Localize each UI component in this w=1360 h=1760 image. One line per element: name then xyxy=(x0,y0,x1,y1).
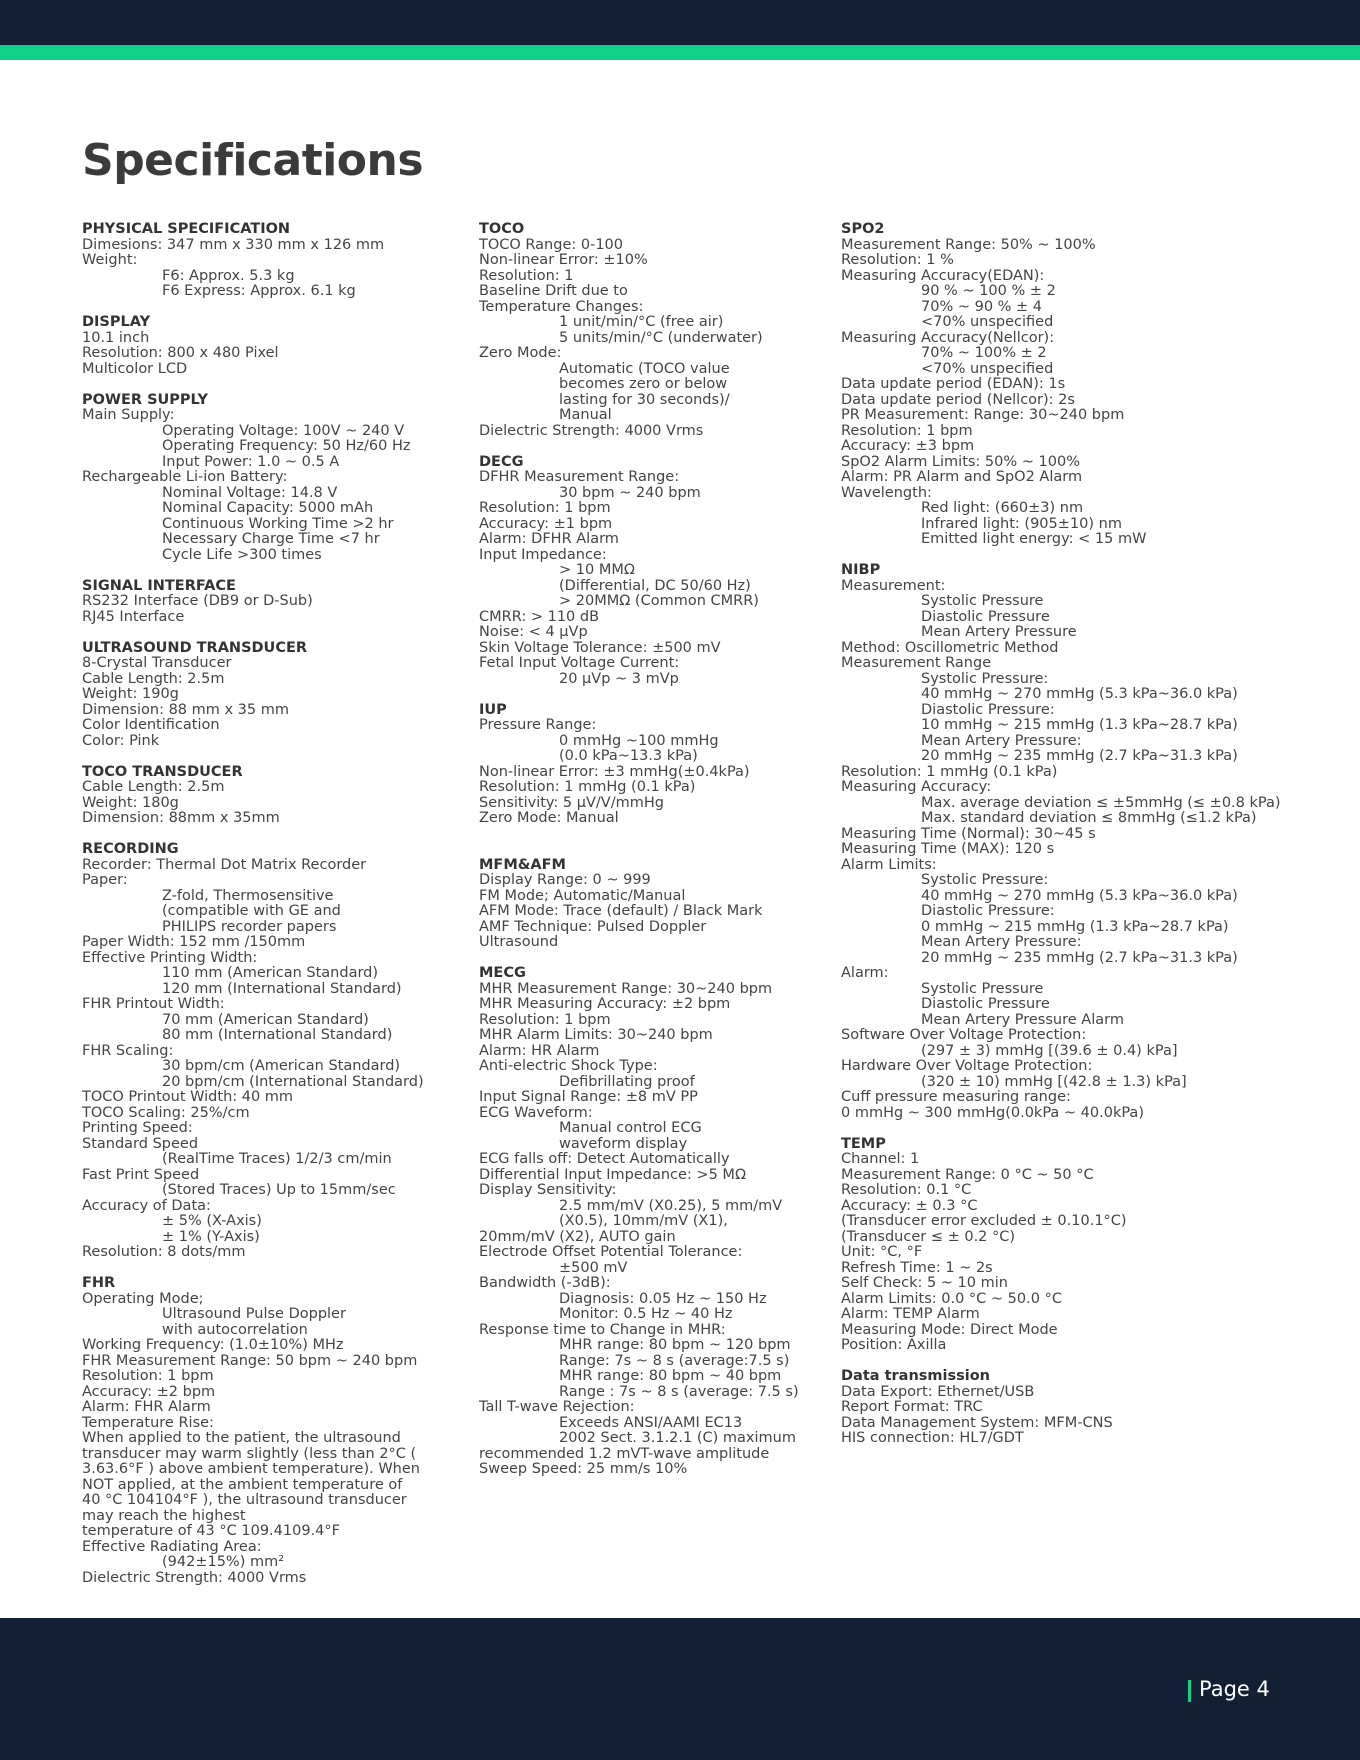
spec-line: ± 5% (X-Axis) xyxy=(162,1213,262,1229)
spec-line: Resolution: 0.1 °C xyxy=(841,1182,972,1198)
spec-line: Nominal Capacity: 5000 mAh xyxy=(162,500,374,516)
spec-line: Data update period (EDAN): 1s xyxy=(841,376,1066,392)
spec-line: may reach the highest xyxy=(82,1507,246,1524)
spec-line: Range: 7s ~ 8 s (average:7.5 s) xyxy=(559,1352,790,1369)
spec-line: Alarm: TEMP Alarm xyxy=(841,1306,980,1322)
spec-section xyxy=(82,315,472,377)
spec-line: Position: Axilla xyxy=(841,1337,947,1353)
spec-line: Diastolic Pressure: xyxy=(921,701,1055,718)
spec-line: Temperature Changes: xyxy=(479,298,644,315)
section-heading: FHR xyxy=(82,1275,116,1291)
section-heading: NIBP xyxy=(841,562,881,578)
spec-line: (Transducer ≤ ± 0.2 °C) xyxy=(841,1228,1016,1245)
spec-line: Anti-electric Shock Type: xyxy=(479,1058,658,1074)
spec-line: lasting for 30 seconds)/ xyxy=(559,391,730,408)
spec-line: FHR Scaling: xyxy=(82,1042,174,1059)
page-number-accent-bar xyxy=(1188,1680,1191,1702)
spec-line: Non-linear Error: ±10% xyxy=(479,252,648,268)
spec-section xyxy=(479,858,839,951)
spec-line: Color Identification xyxy=(82,717,220,733)
spec-line: When applied to the patient, the ultrasound xyxy=(82,1430,401,1446)
section-heading: TOCO xyxy=(479,221,525,237)
spec-section xyxy=(82,1276,472,1586)
spec-line: Temperature Rise: xyxy=(82,1414,214,1431)
section-heading: DISPLAY xyxy=(82,314,151,330)
section-heading: Data transmission xyxy=(841,1368,991,1384)
spec-line: 3.63.6°F ) above ambient temperature). When xyxy=(82,1461,420,1477)
spec-line: (Differential, DC 50/60 Hz) xyxy=(559,577,751,594)
spec-line: > 10 MMΩ xyxy=(559,562,635,578)
spec-line: Automatic (TOCO value xyxy=(559,360,730,377)
spec-section xyxy=(479,703,839,843)
spec-line: Zero Mode: Manual xyxy=(479,810,619,826)
spec-line: 30 bpm/cm (American Standard) xyxy=(162,1058,401,1074)
spec-line: Measuring Mode: Direct Mode xyxy=(841,1321,1058,1338)
spec-line: TOCO Scaling: 25%/cm xyxy=(82,1104,250,1121)
section-heading: SPO2 xyxy=(841,221,885,237)
spec-line: Cable Length: 2.5m xyxy=(82,670,225,687)
spec-section xyxy=(479,455,839,688)
spec-line: Resolution: 1 xyxy=(479,267,574,284)
section-heading: RECORDING xyxy=(82,841,179,857)
spec-line: Resolution: 1 % xyxy=(841,252,954,268)
spec-line: Bandwidth (-3dB): xyxy=(479,1275,611,1291)
spec-line: Necessary Charge Time <7 hr xyxy=(162,531,380,547)
spec-line: Measurement: xyxy=(841,577,946,594)
spec-line: <70% unspecified xyxy=(921,314,1054,330)
spec-line: Dimesions: 347 mm x 330 mm x 126 mm xyxy=(82,236,385,253)
spec-line: Data update period (Nellcor): 2s xyxy=(841,391,1075,408)
spec-line: AMF Technique: Pulsed Doppler xyxy=(479,918,707,935)
spec-line: Zero Mode: xyxy=(479,345,562,361)
section-heading: DECG xyxy=(479,453,524,470)
spec-line: waveform display xyxy=(559,1135,688,1152)
spec-line: Accuracy: ±1 bpm xyxy=(479,515,613,532)
spec-line: Mean Artery Pressure Alarm xyxy=(921,1011,1124,1028)
spec-line: Operating Voltage: 100V ~ 240 V xyxy=(162,422,405,439)
spec-line: SpO2 Alarm Limits: 50% ~ 100% xyxy=(841,453,1080,470)
spec-column-2 xyxy=(479,222,839,1493)
spec-line: Noise: < 4 μVp xyxy=(479,624,588,640)
spec-line: > 20MMΩ (Common CMRR) xyxy=(559,593,759,609)
spec-line: Measuring Time (MAX): 120 s xyxy=(841,841,1055,857)
spec-line: Refresh Time: 1 ~ 2s xyxy=(841,1259,993,1276)
spec-line: Diastolic Pressure xyxy=(921,996,1050,1012)
spec-line: 40 mmHg ~ 270 mmHg (5.3 kPa~36.0 kPa) xyxy=(921,686,1238,702)
spec-line: 40 °C 104104°F ), the ultrasound transducer xyxy=(82,1492,407,1508)
spec-line: Tall T-wave Rejection: xyxy=(479,1399,635,1415)
spec-section xyxy=(841,1137,1321,1354)
spec-line: RJ45 Interface xyxy=(82,608,185,625)
spec-line: Weight: 190g xyxy=(82,686,179,702)
spec-line: (0.0 kPa~13.3 kPa) xyxy=(559,748,698,764)
spec-line: (compatible with GE and xyxy=(162,903,341,919)
spec-line: 2.5 mm/mV (X0.25), 5 mm/mV xyxy=(559,1197,783,1214)
spec-line: Non-linear Error: ±3 mmHg(±0.4kPa) xyxy=(479,763,750,780)
spec-line: recommended 1.2 mVT-wave amplitude xyxy=(479,1445,770,1462)
spec-line: Resolution: 1 bpm xyxy=(479,1011,611,1028)
spec-line: Input Signal Range: ±8 mV PP xyxy=(479,1089,698,1105)
spec-line: Mean Artery Pressure: xyxy=(921,934,1082,950)
spec-line: 1 unit/min/°C (free air) xyxy=(559,314,724,330)
spec-line: Continuous Working Time >2 hr xyxy=(162,515,394,532)
spec-line: Hardware Over Voltage Protection: xyxy=(841,1058,1093,1074)
spec-line: Rechargeable Li-ion Battery: xyxy=(82,469,288,485)
spec-line: Display Sensitivity: xyxy=(479,1182,617,1198)
spec-line: Alarm: DFHR Alarm xyxy=(479,531,619,547)
spec-section xyxy=(479,966,839,1478)
spec-line: FHR Printout Width: xyxy=(82,996,225,1012)
spec-line: Defibrillating proof xyxy=(559,1073,695,1090)
spec-line: temperature of 43 °C 109.4109.4°F xyxy=(82,1523,340,1539)
spec-section xyxy=(82,842,472,1261)
spec-line: Sensitivity: 5 μV/V/mmHg xyxy=(479,794,664,811)
section-heading: MECG xyxy=(479,965,526,981)
spec-line: Dielectric Strength: 4000 Vrms xyxy=(479,422,704,439)
spec-line: Red light: (660±3) nm xyxy=(921,500,1084,516)
spec-line: Measuring Time (Normal): 30~45 s xyxy=(841,825,1096,842)
spec-line: MHR Measurement Range: 30~240 bpm xyxy=(479,980,773,997)
section-heading: TOCO TRANSDUCER xyxy=(82,763,243,780)
spec-line: 30 bpm ~ 240 bpm xyxy=(559,484,701,501)
spec-line: 10.1 inch xyxy=(82,329,150,346)
spec-line: 8-Crystal Transducer xyxy=(82,655,232,671)
spec-line: Response time to Change in MHR: xyxy=(479,1321,726,1338)
spec-line: Wavelength: xyxy=(841,484,932,501)
spec-line: Working Frequency: (1.0±10%) MHz xyxy=(82,1337,344,1353)
spec-column-3 xyxy=(841,222,1321,1462)
spec-line: Measurement Range: 0 °C ~ 50 °C xyxy=(841,1166,1094,1183)
spec-line: NOT applied, at the ambient temperature of xyxy=(82,1476,403,1493)
spec-line: Mean Artery Pressure: xyxy=(921,732,1082,749)
spec-line: Fetal Input Voltage Current: xyxy=(479,655,680,671)
spec-line: Mean Artery Pressure xyxy=(921,624,1077,640)
spec-line: FM Mode; Automatic/Manual xyxy=(479,887,686,904)
spec-line: Accuracy: ± 0.3 °C xyxy=(841,1197,978,1214)
spec-section xyxy=(82,765,472,827)
spec-line: 90 % ~ 100 % ± 2 xyxy=(921,283,1056,299)
spec-line: CMRR: > 110 dB xyxy=(479,608,600,625)
spec-line: Accuracy of Data: xyxy=(82,1197,211,1214)
spec-line: Dimension: 88mm x 35mm xyxy=(82,810,280,826)
header-band xyxy=(0,0,1360,45)
spec-line: ECG Waveform: xyxy=(479,1104,593,1121)
spec-line: Input Impedance: xyxy=(479,546,607,563)
section-heading: PHYSICAL SPECIFICATION xyxy=(82,221,291,237)
spec-line: 0 mmHg ~ 300 mmHg(0.0kPa ~ 40.0kPa) xyxy=(841,1104,1144,1121)
spec-line: Input Power: 1.0 ~ 0.5 A xyxy=(162,453,340,470)
spec-line: Software Over Voltage Protection: xyxy=(841,1027,1087,1043)
spec-line: Monitor: 0.5 Hz ~ 40 Hz xyxy=(559,1306,733,1322)
spec-line: RS232 Interface (DB9 or D-Sub) xyxy=(82,593,313,609)
section-heading: ULTRASOUND TRANSDUCER xyxy=(82,639,308,656)
spec-line: Effective Printing Width: xyxy=(82,949,258,966)
spec-line: ±500 mV xyxy=(559,1259,628,1276)
spec-line: 110 mm (American Standard) xyxy=(162,965,379,981)
spec-line: 20 bpm/cm (International Standard) xyxy=(162,1073,424,1090)
spec-line: (942±15%) mm² xyxy=(162,1554,285,1570)
spec-line: Skin Voltage Tolerance: ±500 mV xyxy=(479,639,721,656)
spec-line: becomes zero or below xyxy=(559,376,728,392)
spec-line: Channel: 1 xyxy=(841,1151,920,1167)
spec-line: Sweep Speed: 25 mm/s 10% xyxy=(479,1461,688,1477)
spec-line xyxy=(479,827,839,843)
spec-line: 120 mm (International Standard) xyxy=(162,980,402,997)
spec-line: Cycle Life >300 times xyxy=(162,546,322,563)
spec-column-1 xyxy=(82,222,472,1602)
spec-section xyxy=(82,222,472,300)
spec-line: Self Check: 5 ~ 10 min xyxy=(841,1275,1008,1291)
spec-line: Resolution: 1 mmHg (0.1 kPa) xyxy=(841,763,1058,780)
spec-line: 0 mmHg ~ 215 mmHg (1.3 kPa~28.7 kPa) xyxy=(921,918,1229,935)
section-heading: POWER SUPPLY xyxy=(82,391,209,408)
spec-line: Accuracy: ±3 bpm xyxy=(841,438,975,454)
spec-line: Operating Mode; xyxy=(82,1290,204,1307)
spec-line: Exceeds ANSI/AAMI EC13 xyxy=(559,1414,743,1431)
spec-line: Electrode Offset Potential Tolerance: xyxy=(479,1244,743,1260)
spec-line: (Transducer error excluded ± 0.10.1°C) xyxy=(841,1213,1127,1229)
spec-line: HIS connection: HL7/GDT xyxy=(841,1430,1024,1446)
spec-line: Weight: xyxy=(82,252,138,268)
spec-line: Nominal Voltage: 14.8 V xyxy=(162,484,338,501)
spec-line: Color: Pink xyxy=(82,732,160,749)
spec-line: Systolic Pressure xyxy=(921,593,1044,609)
spec-line: Manual xyxy=(559,407,612,423)
spec-line: 0 mmHg ~100 mmHg xyxy=(559,732,719,749)
spec-line: Unit: °C, °F xyxy=(841,1244,923,1260)
spec-line: Resolution: 1 bpm xyxy=(841,422,973,439)
spec-line: 70% ~ 100% ± 2 xyxy=(921,345,1047,361)
spec-line: 70% ~ 90 % ± 4 xyxy=(921,298,1043,315)
spec-line: Recorder: Thermal Dot Matrix Recorder xyxy=(82,856,367,873)
spec-line: FHR Measurement Range: 50 bpm ~ 240 bpm xyxy=(82,1352,418,1369)
spec-line: Resolution: 800 x 480 Pixel xyxy=(82,345,279,361)
spec-line: MHR Measuring Accuracy: ±2 bpm xyxy=(479,996,731,1012)
spec-line: Alarm: PR Alarm and SpO2 Alarm xyxy=(841,469,1083,485)
spec-line: Pressure Range: xyxy=(479,717,597,733)
section-heading: SIGNAL INTERFACE xyxy=(82,577,236,594)
spec-line: Resolution: 1 bpm xyxy=(479,500,611,516)
spec-line: Weight: 180g xyxy=(82,794,179,811)
spec-line: Effective Radiating Area: xyxy=(82,1538,262,1555)
section-heading: TEMP xyxy=(841,1135,886,1152)
page-title: Specifications xyxy=(82,135,424,186)
spec-line: Measuring Accuracy(EDAN): xyxy=(841,267,1045,284)
spec-line: (X0.5), 10mm/mV (X1), xyxy=(559,1213,728,1229)
header-accent-stripe xyxy=(0,45,1360,60)
spec-section xyxy=(841,1369,1321,1447)
spec-line: 80 mm (International Standard) xyxy=(162,1027,393,1043)
spec-line: Alarm: HR Alarm xyxy=(479,1042,600,1059)
spec-section xyxy=(841,563,1321,1121)
spec-line: Measurement Range: 50% ~ 100% xyxy=(841,236,1096,253)
spec-line: 20 mmHg ~ 235 mmHg (2.7 kPa~31.3 kPa) xyxy=(921,748,1238,764)
spec-line: Dimension: 88 mm x 35 mm xyxy=(82,701,289,718)
spec-line: Method: Oscillometric Method xyxy=(841,639,1059,656)
spec-line: Baseline Drift due to xyxy=(479,283,628,299)
spec-line: Alarm: FHR Alarm xyxy=(82,1399,211,1415)
spec-line: (320 ± 10) mmHg [(42.8 ± 1.3) kPa] xyxy=(921,1073,1187,1090)
spec-line: Diastolic Pressure: xyxy=(921,903,1055,919)
spec-line: Diagnosis: 0.05 Hz ~ 150 Hz xyxy=(559,1290,767,1307)
spec-section xyxy=(479,222,839,439)
spec-line: <70% unspecified xyxy=(921,360,1054,377)
spec-line: Operating Frequency: 50 Hz/60 Hz xyxy=(162,438,411,454)
spec-line: Ultrasound xyxy=(479,934,559,950)
spec-line: Systolic Pressure: xyxy=(921,872,1049,888)
spec-section xyxy=(841,222,1321,548)
spec-line: Max. standard deviation ≤ 8mmHg (≤1.2 kPa) xyxy=(921,810,1257,826)
spec-line: (Stored Traces) Up to 15mm/sec xyxy=(162,1182,396,1198)
footer-band xyxy=(0,1618,1360,1760)
spec-line: Report Format: TRC xyxy=(841,1399,983,1415)
spec-line: Ultrasound Pulse Doppler xyxy=(162,1306,346,1322)
spec-line: Alarm Limits: 0.0 °C ~ 50.0 °C xyxy=(841,1290,1062,1307)
spec-line: 20mm/mV (X2), AUTO gain xyxy=(479,1228,676,1245)
spec-line: Standard Speed xyxy=(82,1135,199,1152)
spec-line: Diastolic Pressure xyxy=(921,608,1050,625)
spec-line: Alarm: xyxy=(841,965,889,981)
spec-line: 5 units/min/°C (underwater) xyxy=(559,329,763,346)
spec-line: Multicolor LCD xyxy=(82,360,188,377)
spec-line: Systolic Pressure xyxy=(921,980,1044,997)
spec-line: Cuff pressure measuring range: xyxy=(841,1089,1071,1105)
spec-line: Resolution: 8 dots/mm xyxy=(82,1244,246,1260)
spec-line: with autocorrelation xyxy=(162,1321,308,1338)
spec-line: Paper: xyxy=(82,872,128,888)
spec-line: Resolution: 1 mmHg (0.1 kPa) xyxy=(479,779,696,795)
spec-section xyxy=(82,579,472,626)
spec-line: Resolution: 1 bpm xyxy=(82,1368,214,1384)
spec-line: Printing Speed: xyxy=(82,1120,193,1136)
spec-line: ECG falls off: Detect Automatically xyxy=(479,1151,730,1167)
page-number: Page 4 xyxy=(1199,1677,1270,1701)
spec-line: 10 mmHg ~ 215 mmHg (1.3 kPa~28.7 kPa) xyxy=(921,717,1238,733)
spec-line: Range : 7s ~ 8 s (average: 7.5 s) xyxy=(559,1383,799,1400)
spec-line: (RealTime Traces) 1/2/3 cm/min xyxy=(162,1151,392,1167)
spec-line: Fast Print Speed xyxy=(82,1166,200,1183)
spec-line: 20 mmHg ~ 235 mmHg (2.7 kPa~31.3 kPa) xyxy=(921,949,1238,966)
spec-section xyxy=(82,641,472,750)
spec-line: ± 1% (Y-Axis) xyxy=(162,1228,260,1245)
spec-section xyxy=(82,393,472,564)
spec-line: MHR range: 80 bpm ~ 40 bpm xyxy=(559,1368,782,1384)
spec-line: F6 Express: Approx. 6.1 kg xyxy=(162,283,356,299)
spec-line: Data Management System: MFM-CNS xyxy=(841,1414,1113,1431)
spec-line: (297 ± 3) mmHg [(39.6 ± 0.4) kPa] xyxy=(921,1042,1178,1059)
spec-line: 20 μVp ~ 3 mVp xyxy=(559,670,679,687)
section-heading: IUP xyxy=(479,701,507,718)
spec-line: Accuracy: ±2 bpm xyxy=(82,1383,216,1400)
spec-line: 2002 Sect. 3.1.2.1 (C) maximum xyxy=(559,1430,796,1446)
spec-line: Data Export: Ethernet/USB xyxy=(841,1383,1035,1400)
spec-line: PHILIPS recorder papers xyxy=(162,918,337,935)
spec-line: Main Supply: xyxy=(82,407,175,423)
spec-line: Display Range: 0 ~ 999 xyxy=(479,872,651,888)
spec-line: MHR range: 80 bpm ~ 120 bpm xyxy=(559,1337,791,1353)
spec-line: Alarm Limits: xyxy=(841,856,937,873)
spec-line: transducer may warm slightly (less than 2°C ( xyxy=(82,1445,417,1462)
spec-line: DFHR Measurement Range: xyxy=(479,469,680,485)
spec-line: TOCO Printout Width: 40 mm xyxy=(82,1089,294,1105)
section-heading: MFM&AFM xyxy=(479,856,566,873)
spec-line: Dielectric Strength: 4000 Vrms xyxy=(82,1569,307,1586)
spec-line: PR Measurement: Range: 30~240 bpm xyxy=(841,407,1125,423)
spec-line: Max. average deviation ≤ ±5mmHg (≤ ±0.8 kPa) xyxy=(921,794,1281,811)
spec-line: Cable Length: 2.5m xyxy=(82,779,225,795)
spec-line: MHR Alarm Limits: 30~240 bpm xyxy=(479,1027,713,1043)
spec-line: Manual control ECG xyxy=(559,1120,702,1136)
spec-line: F6: Approx. 5.3 kg xyxy=(162,267,295,284)
spec-line: Measuring Accuracy: xyxy=(841,779,992,795)
spec-line: Paper Width: 152 mm /150mm xyxy=(82,934,306,950)
spec-line: Infrared light: (905±10) nm xyxy=(921,515,1122,532)
spec-line: Emitted light energy: < 15 mW xyxy=(921,531,1147,547)
spec-line: Measuring Accuracy(Nellcor): xyxy=(841,329,1055,346)
spec-line: Systolic Pressure: xyxy=(921,670,1049,687)
spec-line: 40 mmHg ~ 270 mmHg (5.3 kPa~36.0 kPa) xyxy=(921,887,1238,904)
spec-line: Z-fold, Thermosensitive xyxy=(162,887,334,904)
spec-line: Differential Input Impedance: >5 MΩ xyxy=(479,1166,747,1183)
spec-line: Measurement Range xyxy=(841,655,992,671)
spec-line: TOCO Range: 0-100 xyxy=(479,236,624,253)
spec-line: 70 mm (American Standard) xyxy=(162,1011,369,1028)
spec-line: AFM Mode: Trace (default) / Black Mark xyxy=(479,903,763,919)
